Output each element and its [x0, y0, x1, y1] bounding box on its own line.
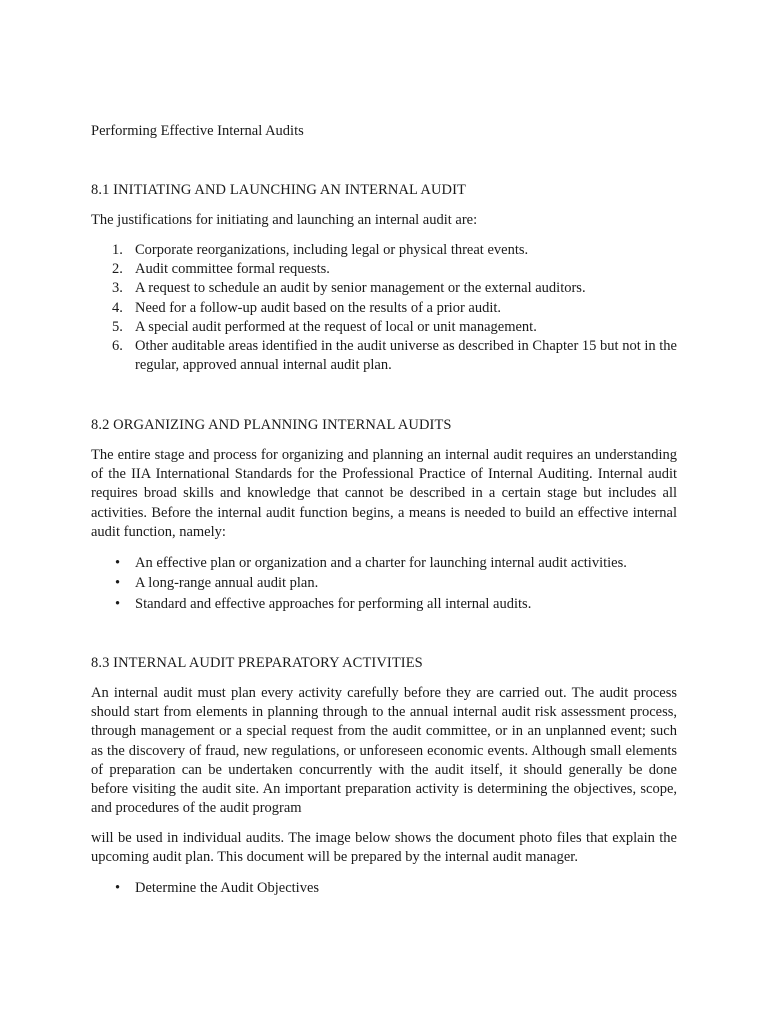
bullet-text: A long-range annual audit plan. — [135, 575, 319, 592]
list-number: 6. — [112, 338, 123, 355]
section-paragraph-8-2: The entire stage and process for organizing and planning an internal audit requires an understanding of the IIA International Standards for the Professional Practice of Internal Auditing. Internal audit requires broad skills and knowledge that cannot be described in a certain stage but includes all activities. Before the internal audit function begins, a means is needed to build an effective internal audit function, namely: — [91, 447, 677, 540]
bullet-item — [91, 878, 677, 898]
list-number: 5. — [112, 318, 123, 335]
list-item-text: Audit committee formal requests. — [135, 261, 330, 278]
bullet-icon: • — [115, 555, 121, 571]
bullet-text: Standard and effective approaches for performing all internal audits. — [135, 595, 532, 612]
justifications-list — [91, 241, 677, 375]
list-number: 4. — [112, 299, 123, 316]
bullet-icon: • — [115, 595, 121, 612]
section-heading-8-2: 8.2 ORGANIZING AND PLANNING INTERNAL AUDITS — [91, 417, 452, 433]
list-number: 1. — [112, 242, 123, 258]
list-item — [91, 299, 677, 318]
document-page — [91, 0, 677, 1024]
list-number: 3. — [112, 280, 123, 297]
list-item-text: A special audit performed at the request of local or unit management. — [135, 318, 537, 335]
bullet-icon: • — [115, 575, 121, 592]
list-number: 2. — [112, 261, 123, 278]
list-item — [91, 337, 677, 375]
list-item — [91, 260, 677, 279]
bullet-text: Determine the Audit Objectives — [135, 880, 320, 896]
document-title: Performing Effective Internal Audits — [91, 123, 304, 139]
bullet-item — [91, 594, 677, 614]
section-paragraph-8-3-b: will be used in individual audits. The image below shows the document photo files that explain the upcoming audit plan. This document will be prepared by the internal audit manager. — [91, 830, 677, 866]
audit-objectives-bullets — [91, 878, 677, 898]
bullet-icon: • — [115, 880, 121, 896]
list-item-text: Corporate reorganizations, including legal or physical threat events. — [135, 242, 529, 258]
bullet-text: An effective plan or organization and a charter for launching internal audit activities. — [135, 555, 627, 571]
bullet-item — [91, 573, 677, 593]
section-paragraph-8-3-a: An internal audit must plan every activity carefully before they are carried out. The audit process should start from elements in planning through to the annual internal audit risk assessment process, through management or a special request from the audit committee, or in an unplanned event; such as the discovery of fraud, new regulations, or unforeseen economic events. Although small elements of preparation can be undertaken concurrently with the audit itself, it should generally be done before visiting the audit site. An important preparation activity is determining the objectives, scope, and procedures of the audit program — [91, 685, 677, 817]
audit-function-bullets — [91, 553, 677, 614]
list-item-text: Other auditable areas identified in the audit universe as described in Chapter 15 but not in the regular, approved annual internal audit plan. — [135, 338, 677, 374]
section-heading-8-3: 8.3 INTERNAL AUDIT PREPARATORY ACTIVITIES — [91, 655, 423, 671]
section-heading-8-1: 8.1 INITIATING AND LAUNCHING AN INTERNAL AUDIT — [91, 182, 466, 198]
list-item-text: A request to schedule an audit by senior management or the external auditors. — [135, 280, 586, 297]
list-item-text: Need for a follow-up audit based on the results of a prior audit. — [135, 299, 502, 316]
section-intro-8-1: The justifications for initiating and launching an internal audit are: — [91, 212, 478, 228]
list-item — [91, 241, 677, 260]
list-item — [91, 318, 677, 337]
bullet-item — [91, 553, 677, 573]
list-item — [91, 279, 677, 298]
